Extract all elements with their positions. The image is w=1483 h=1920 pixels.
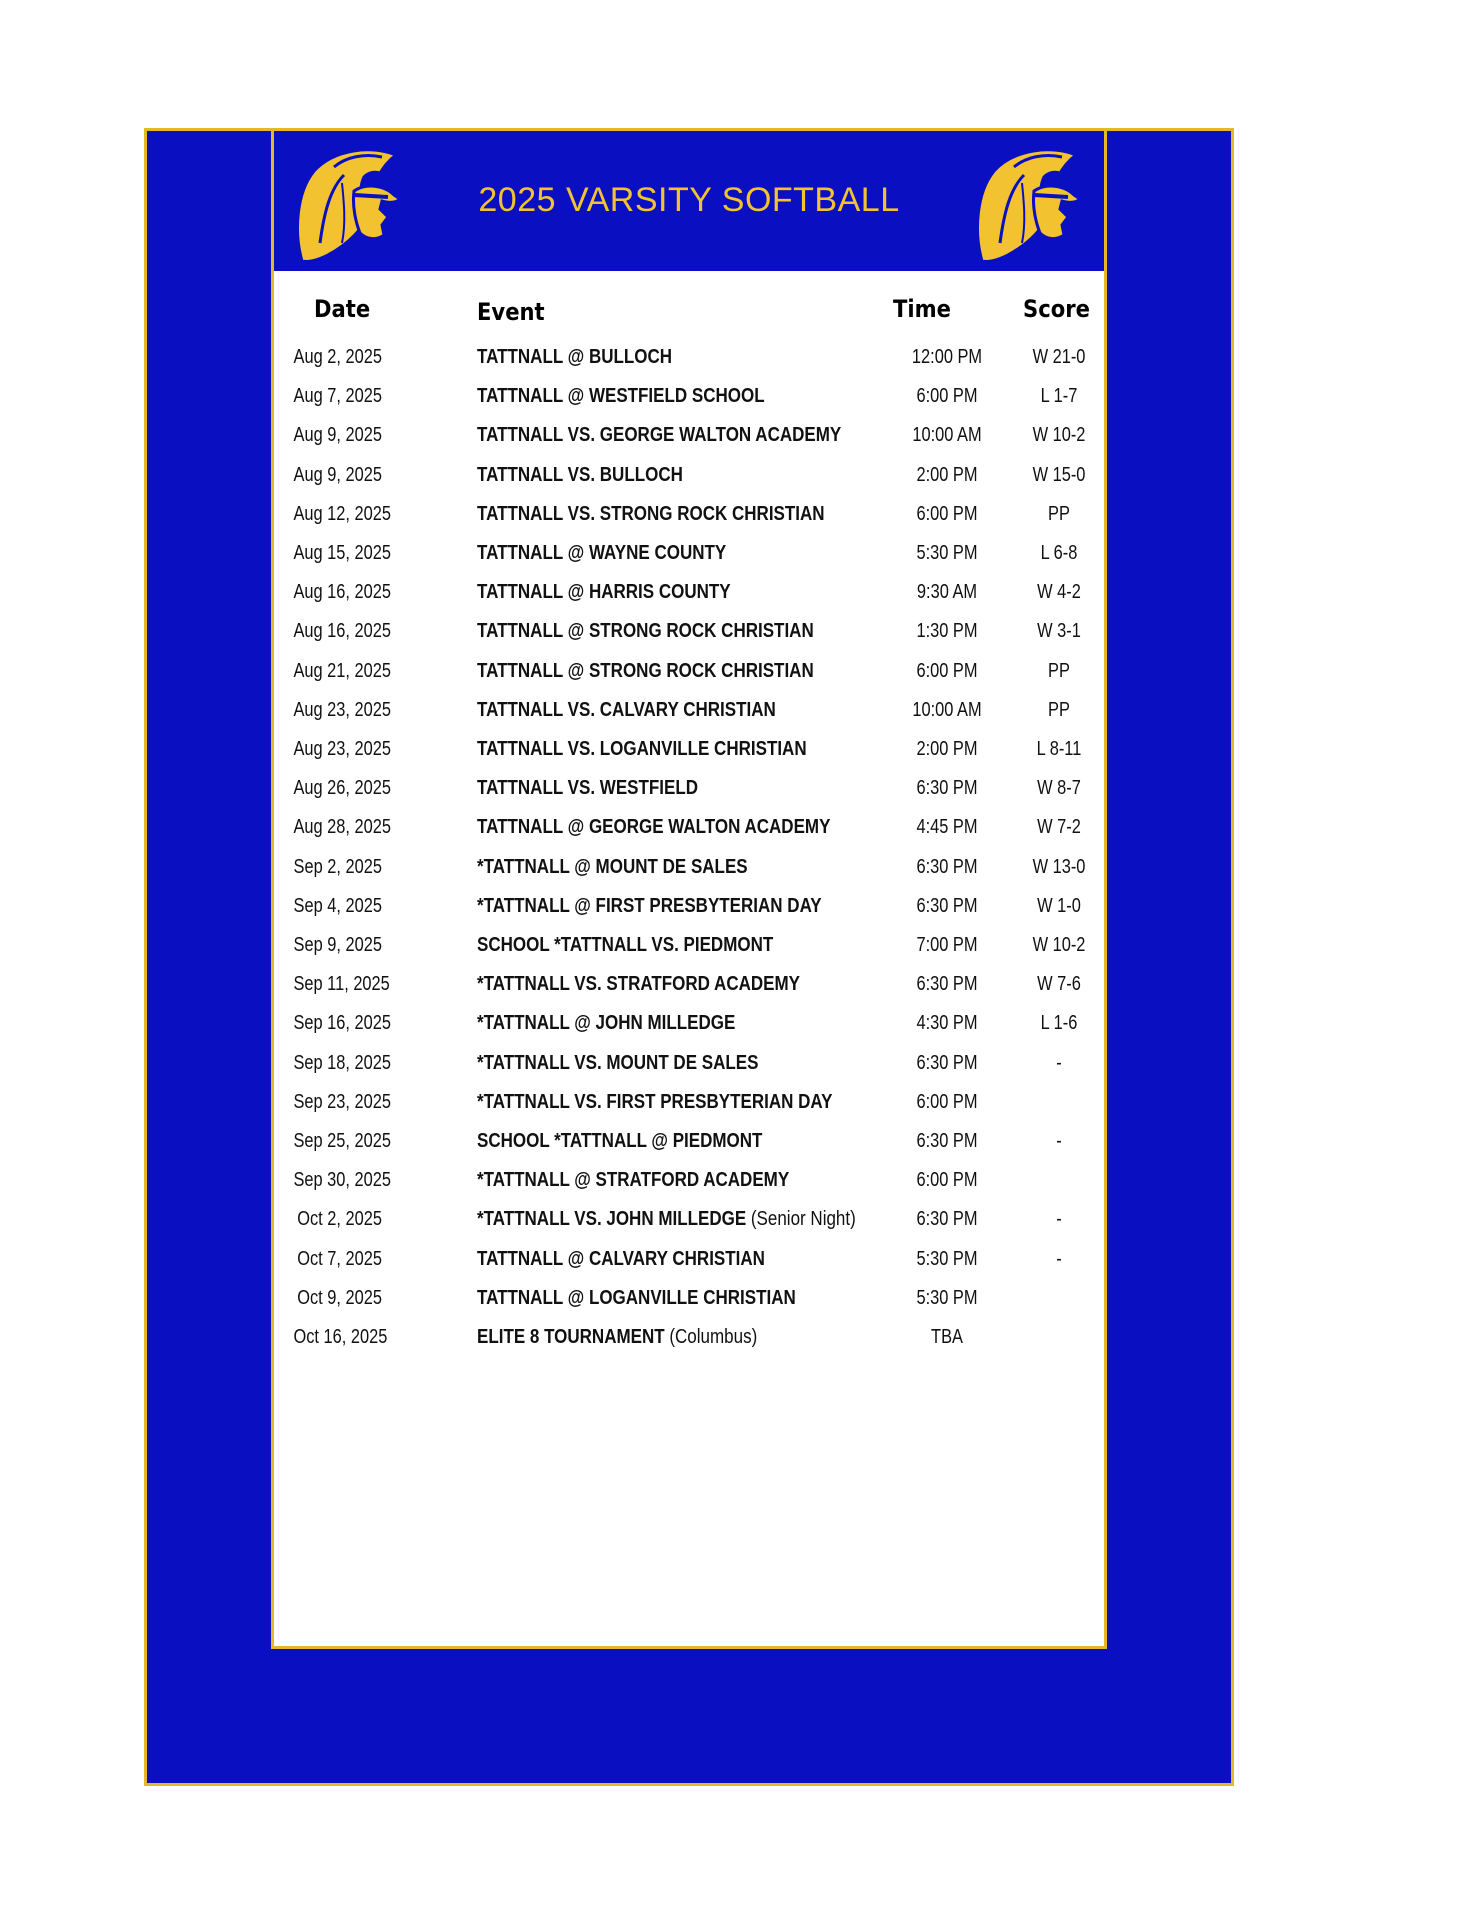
date-cell: Aug 23, 2025 [293, 738, 392, 760]
table-row [274, 769, 1104, 808]
event-note: (Columbus) [664, 1326, 758, 1348]
score-cell: - [1056, 1051, 1062, 1074]
table-row [274, 691, 1104, 730]
event-name: *TATTNALL VS. FIRST PRESBYTERIAN DAY [477, 1090, 833, 1113]
date-cell: Sep 4, 2025 [293, 894, 382, 917]
event-name: TATTNALL @ GEORGE WALTON ACADEMY [477, 816, 831, 839]
table-row [274, 1240, 1104, 1279]
score-cell: W 4-2 [1037, 581, 1081, 604]
table-row [274, 652, 1104, 691]
time-cell: 2:00 PM [916, 463, 978, 486]
event-name: *TATTNALL VS. JOHN MILLEDGE [477, 1208, 747, 1231]
date-cell: Sep 30, 2025 [293, 1169, 392, 1192]
date-cell: Aug 23, 2025 [293, 698, 392, 721]
event-cell [477, 1318, 817, 1357]
event-cell [477, 887, 822, 926]
date-cell: Aug 21, 2025 [293, 659, 392, 682]
event-note: (Senior Night) [746, 1208, 856, 1231]
event-cell [477, 534, 817, 573]
event-name: TATTNALL @ STRONG ROCK CHRISTIAN [477, 620, 814, 643]
table-row [274, 534, 1104, 573]
event-name: SCHOOL *TATTNALL @ PIEDMONT [477, 1130, 763, 1152]
table-row [274, 887, 1104, 926]
trojan-helmet-icon [964, 143, 1094, 269]
time-cell: 6:00 PM [916, 1090, 978, 1113]
score-cell: L 1-6 [1040, 1012, 1078, 1035]
time-cell: 6:00 PM [916, 659, 978, 682]
table-row [274, 495, 1104, 534]
score-cell: PP [1048, 659, 1070, 682]
event-cell [477, 456, 817, 495]
event-cell [477, 612, 817, 651]
event-name: *TATTNALL @ MOUNT DE SALES [477, 855, 748, 878]
date-cell: Sep 18, 2025 [293, 1051, 392, 1074]
score-cell: - [1056, 1208, 1062, 1231]
date-cell: Sep 23, 2025 [293, 1090, 392, 1113]
event-name: TATTNALL VS. BULLOCH [477, 463, 683, 486]
time-cell: 6:00 PM [916, 502, 978, 525]
time-cell: 4:45 PM [916, 816, 978, 839]
score-cell: W 7-2 [1037, 816, 1081, 839]
event-cell [477, 769, 817, 808]
event-cell [477, 573, 817, 612]
event-cell [477, 1122, 817, 1161]
date-cell: Oct 9, 2025 [297, 1286, 382, 1309]
event-cell [477, 1161, 817, 1200]
table-row [274, 1044, 1104, 1083]
score-cell: W 8-7 [1037, 777, 1081, 800]
event-name: TATTNALL VS. WESTFIELD [477, 777, 698, 800]
event-cell [477, 495, 825, 534]
date-cell: Sep 9, 2025 [293, 934, 382, 956]
event-name: ELITE 8 TOURNAMENT [477, 1326, 665, 1348]
event-cell [477, 1083, 833, 1122]
event-cell [477, 1200, 856, 1239]
time-cell: 7:00 PM [916, 934, 978, 956]
event-cell [477, 808, 831, 847]
table-row [274, 1318, 1104, 1357]
event-name: *TATTNALL @ STRATFORD ACADEMY [477, 1169, 790, 1192]
time-cell: 5:30 PM [916, 1247, 978, 1270]
event-name: *TATTNALL @ JOHN MILLEDGE [477, 1012, 736, 1035]
page-title: 2025 VARSITY SOFTBALL [478, 181, 900, 219]
date-cell: Aug 15, 2025 [293, 542, 392, 564]
header-banner [271, 128, 1107, 274]
event-cell [477, 416, 842, 455]
table-row [274, 926, 1104, 965]
score-cell: - [1056, 1130, 1062, 1152]
table-row [274, 1161, 1104, 1200]
table-row [274, 456, 1104, 495]
time-cell: 6:30 PM [916, 777, 978, 800]
date-cell: Aug 9, 2025 [293, 463, 382, 486]
date-cell: Sep 16, 2025 [293, 1012, 392, 1035]
header-score: Score [1023, 295, 1090, 323]
score-cell: W 7-6 [1037, 973, 1081, 996]
time-cell: 10:00 AM [912, 698, 982, 721]
time-cell: 6:30 PM [916, 973, 978, 996]
time-cell: 6:30 PM [916, 1208, 978, 1231]
event-name: TATTNALL @ BULLOCH [477, 346, 673, 368]
score-cell: W 21-0 [1032, 346, 1086, 368]
event-cell [477, 965, 817, 1004]
time-cell: 5:30 PM [916, 542, 978, 564]
time-cell: TBA [931, 1326, 963, 1348]
event-name: TATTNALL @ LOGANVILLE CHRISTIAN [477, 1286, 796, 1309]
score-cell: W 13-0 [1032, 855, 1086, 878]
event-cell [477, 926, 817, 965]
event-cell [477, 1004, 817, 1043]
table-row [274, 848, 1104, 887]
table-row [274, 377, 1104, 416]
table-row [274, 573, 1104, 612]
table-row [274, 1279, 1104, 1318]
event-cell [477, 1240, 817, 1279]
table-row [274, 416, 1104, 455]
event-cell [477, 691, 817, 730]
date-cell: Oct 2, 2025 [297, 1208, 382, 1231]
time-cell: 2:00 PM [916, 738, 978, 760]
schedule-panel [271, 271, 1107, 1649]
event-name: TATTNALL @ WESTFIELD SCHOOL [477, 385, 765, 408]
time-cell: 10:00 AM [912, 424, 982, 447]
date-cell: Aug 2, 2025 [293, 346, 382, 368]
date-cell: Aug 28, 2025 [293, 816, 392, 839]
time-cell: 6:00 PM [916, 1169, 978, 1192]
date-cell: Aug 26, 2025 [293, 777, 392, 800]
event-name: TATTNALL @ WAYNE COUNTY [477, 542, 727, 564]
event-name: TATTNALL @ STRONG ROCK CHRISTIAN [477, 659, 814, 682]
table-row [274, 1083, 1104, 1122]
score-cell: W 3-1 [1037, 620, 1081, 643]
score-cell: W 10-2 [1032, 424, 1086, 447]
time-cell: 5:30 PM [916, 1286, 978, 1309]
date-cell: Sep 2, 2025 [293, 855, 382, 878]
score-cell: W 1-0 [1037, 894, 1081, 917]
score-cell: W 10-2 [1032, 934, 1086, 956]
event-name: *TATTNALL VS. STRATFORD ACADEMY [477, 973, 800, 996]
time-cell: 1:30 PM [916, 620, 978, 643]
score-cell: - [1056, 1247, 1062, 1270]
header-time: Time [893, 295, 951, 323]
event-name: TATTNALL VS. LOGANVILLE CHRISTIAN [477, 738, 807, 760]
event-name: SCHOOL *TATTNALL VS. PIEDMONT [477, 934, 774, 956]
date-cell: Oct 16, 2025 [293, 1326, 388, 1348]
date-cell: Aug 7, 2025 [293, 385, 382, 408]
date-cell: Aug 16, 2025 [293, 581, 392, 604]
event-name: TATTNALL VS. GEORGE WALTON ACADEMY [477, 424, 842, 447]
table-row [274, 808, 1104, 847]
event-name: *TATTNALL @ FIRST PRESBYTERIAN DAY [477, 894, 822, 917]
date-cell: Oct 7, 2025 [297, 1247, 382, 1270]
table-row [274, 1004, 1104, 1043]
date-cell: Sep 25, 2025 [293, 1130, 392, 1152]
score-cell: PP [1048, 698, 1070, 721]
table-row [274, 1122, 1104, 1161]
table-row [274, 1200, 1104, 1239]
date-cell: Aug 9, 2025 [293, 424, 382, 447]
event-name: TATTNALL VS. STRONG ROCK CHRISTIAN [477, 502, 825, 525]
event-cell [477, 1279, 817, 1318]
time-cell: 4:30 PM [916, 1012, 978, 1035]
time-cell: 9:30 AM [916, 581, 978, 604]
event-name: TATTNALL VS. CALVARY CHRISTIAN [477, 698, 776, 721]
date-cell: Aug 12, 2025 [293, 502, 392, 525]
score-cell: L 6-8 [1040, 542, 1078, 564]
header-event: Event [477, 298, 545, 326]
time-cell: 12:00 PM [911, 346, 983, 368]
event-cell [477, 377, 817, 416]
table-row [274, 338, 1104, 377]
date-cell: Sep 11, 2025 [293, 973, 390, 996]
score-cell: PP [1048, 502, 1070, 525]
table-row [274, 730, 1104, 769]
event-cell [477, 652, 817, 691]
event-name: *TATTNALL VS. MOUNT DE SALES [477, 1051, 759, 1074]
event-cell [477, 848, 817, 887]
time-cell: 6:30 PM [916, 894, 978, 917]
header-date: Date [314, 295, 371, 323]
table-row [274, 612, 1104, 651]
score-cell: W 15-0 [1032, 463, 1086, 486]
time-cell: 6:30 PM [916, 855, 978, 878]
score-cell: L 1-7 [1040, 385, 1078, 408]
event-cell [477, 730, 817, 769]
event-cell [477, 338, 817, 377]
event-cell [477, 1044, 817, 1083]
time-cell: 6:00 PM [916, 385, 978, 408]
score-cell: L 8-11 [1036, 738, 1082, 760]
time-cell: 6:30 PM [916, 1051, 978, 1074]
event-name: TATTNALL @ HARRIS COUNTY [477, 581, 731, 604]
date-cell: Aug 16, 2025 [293, 620, 392, 643]
event-name: TATTNALL @ CALVARY CHRISTIAN [477, 1247, 765, 1270]
time-cell: 6:30 PM [916, 1130, 978, 1152]
table-row [274, 965, 1104, 1004]
